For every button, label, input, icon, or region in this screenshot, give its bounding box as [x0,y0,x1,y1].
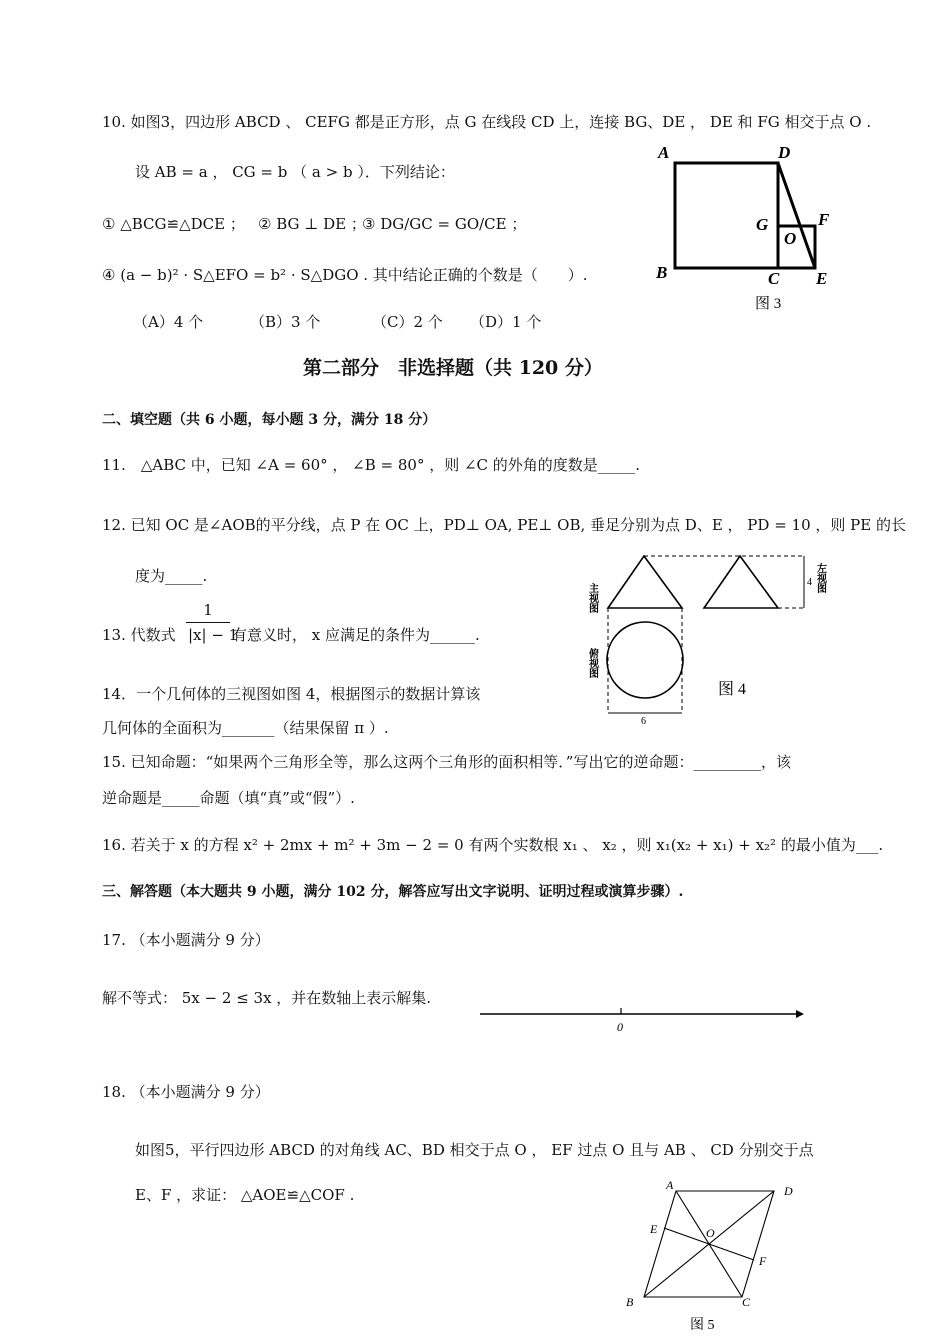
fig3-label-f: F [818,210,830,229]
figure-4 [578,548,838,728]
q10-line1: 10. 如图3，四边形 ABCD 、 CEFG 都是正方形，点 G 在线段 CD 上，连接 BG、DE ， DE 和 FG 相交于点 O . [102,113,872,131]
section-2-title: 二、填空题（共 6 小题，每小题 3 分，满分 18 分） [102,412,437,428]
q10-option-a: （A）4 个 [133,313,204,331]
q15-line1: 15. 已知命题：“如果两个三角形全等，那么这两个三角形的面积相等．”写出它的逆命题：_________，该 [102,753,791,771]
q10-option-d: （D）1 个 [470,313,542,331]
q10-conclusion-2: ② BG ⊥ DE ； [258,215,366,233]
q10-conclusion-3: ③ DG/GC = GO/CE ； [362,215,527,233]
q10-option-b: （B）3 个 [250,313,321,331]
q16-text: 16. 若关于 x 的方程 x² + 2mx + m² + 3m − 2 = 0 有两个实数根 x₁ 、 x₂ ，则 x₁(x₂ + x₁) + x₂² 的最小值为___. [102,836,884,854]
number-line-zero-label: 0 [617,1020,623,1034]
fig5-label-f: F [759,1254,767,1268]
fig5-label-c: C [742,1295,751,1309]
fig3-caption: 图 3 [755,296,782,312]
fig5-label-b: B [626,1295,634,1309]
number-line-arrow [796,1010,804,1018]
projection-lines [608,556,804,713]
fig5-caption: 图 5 [690,1318,715,1333]
q11-text: 11. △ABC 中，已知 ∠A = 60° ， ∠B = 80° ，则 ∠C 的外角的度数是_____. [102,456,641,474]
fig5-label-o: O [706,1226,715,1240]
dim-height-label: 4 [807,577,812,588]
side-view-label: 左视图 [814,563,826,593]
top-view-circle [607,622,683,698]
q18-line1: 如图5，平行四边形 ABCD 的对角线 AC、BD 相交于点 O ， EF 过点 O 且与 AB 、 CD 分别交于点 [135,1141,814,1159]
q10-conclusion-1: ① △BCG≌△DCE ； [102,215,245,233]
segment-de [778,163,815,268]
q17-text: 解不等式： 5x − 2 ≤ 3x ，并在数轴上表示解集. [102,989,432,1007]
front-view-label: 主视图 [586,583,598,613]
fig4-caption: 图 4 [718,681,747,698]
q10-option-c: （C）2 个 [372,313,443,331]
side-view-triangle [704,556,778,608]
figure-5 [620,1175,810,1335]
fig3-label-c: C [768,269,780,288]
q13-denominator: |x| − 1 [188,626,239,644]
q13-numerator: 1 [203,601,213,619]
fig3-label-e: E [816,269,828,288]
front-view-triangle [608,556,682,608]
fig3-label-d: D [778,143,791,162]
q18-head: 18. （本小题满分 9 分） [102,1083,270,1101]
fig5-label-d: D [784,1184,793,1198]
fig5-label-a: A [666,1178,674,1192]
dimension-lines [608,556,804,713]
q17-head: 17. （本小题满分 9 分） [102,931,270,949]
q12-line2: 度为_____. [135,567,208,585]
fig3-label-g: G [756,215,769,234]
q14-line2: 几何体的全面积为_______（结果保留 π ）. [102,719,389,737]
number-line [478,1002,808,1036]
section-3-title: 三、解答题（本大题共 9 小题，满分 102 分，解答应写出文字说明、证明过程或演算步骤）. [102,884,684,900]
fig5-label-e: E [650,1222,658,1236]
fig3-label-o: O [784,229,797,248]
q13-suffix: 有意义时， x 应满足的条件为______. [232,626,480,644]
q15-line2: 逆命题是_____命题（填“真”或“假”）. [102,789,355,807]
figure-3 [650,138,850,318]
q18-line2: E、F ，求证： △AOE≌△COF . [135,1186,355,1204]
q12-line1: 12. 已知 OC 是∠AOB的平分线，点 P 在 OC 上，PD⊥ OA, PE⊥ OB, 垂足分别为点 D、E ， PD = 10 ，则 PE 的长 [102,516,906,534]
q13-fraction-bar [186,622,230,623]
part2-title: 第二部分 非选择题（共 120 分） [303,357,603,379]
fig3-label-b: B [656,263,668,282]
q14-line1: 14．一个几何体的三视图如图 4，根据图示的数据计算该 [102,685,481,703]
q13-prefix: 13. 代数式 [102,626,176,644]
top-view-label: 俯视图 [586,648,598,678]
fig3-label-a: A [658,143,670,162]
dim-width-label: 6 [641,716,646,727]
q10-conclusion-4: ④ (a − b)² · S△EFO = b² · S△DGO . 其中结论正确的个数是（ ）. [102,266,588,284]
q10-line2: 设 AB = a ， CG = b （ a > b ）．下列结论： [135,163,455,181]
